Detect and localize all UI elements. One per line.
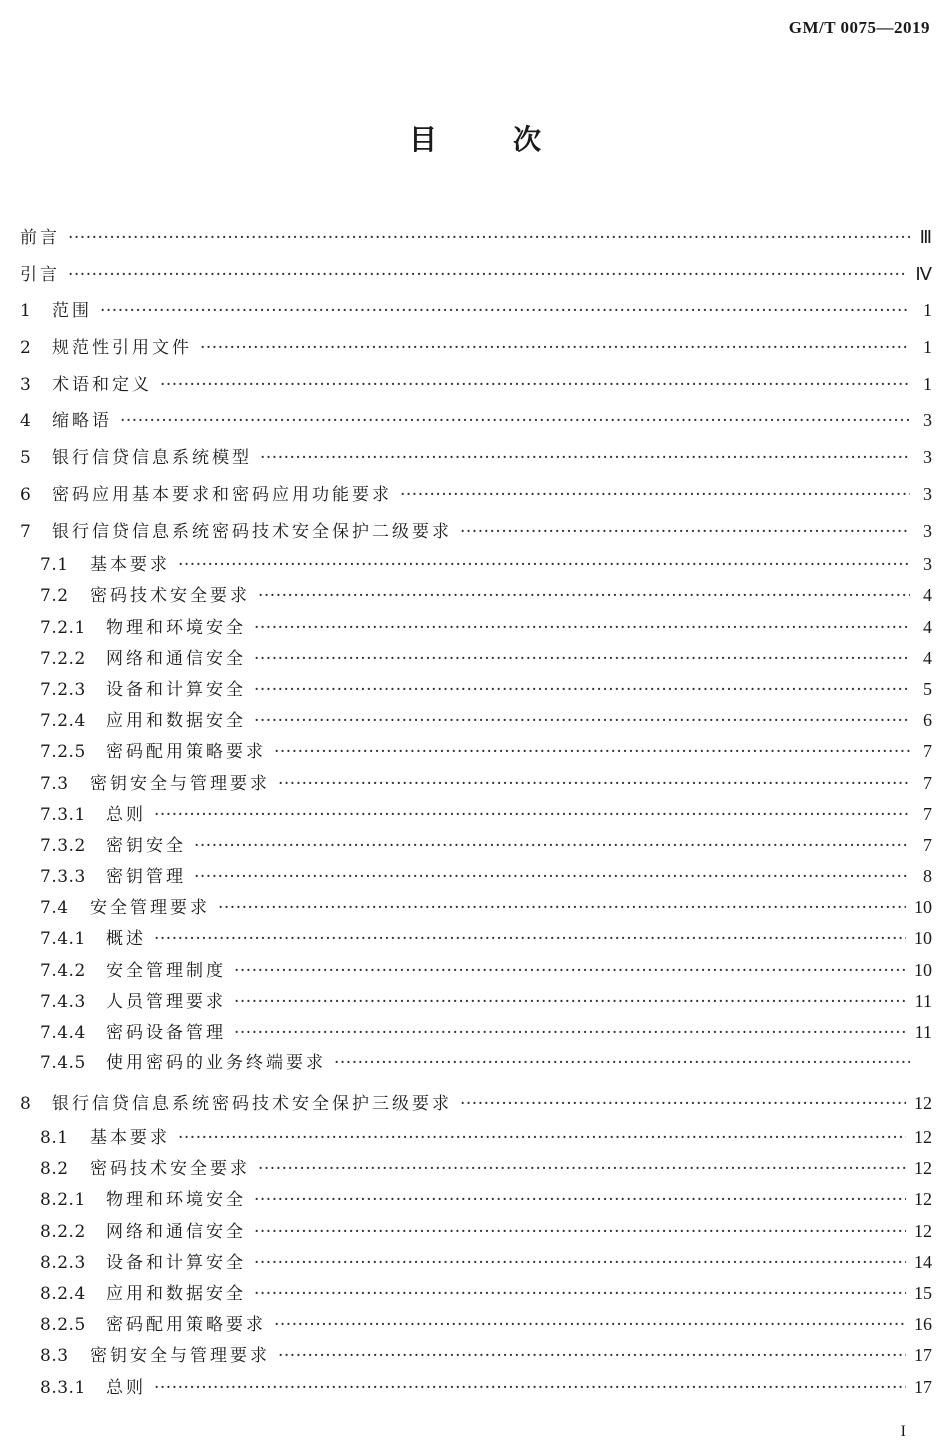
toc-entry-label: 总则 [106,804,146,825]
toc-entry-label: 网络和通信安全 [106,1221,246,1242]
toc-entry-number: 6 [20,484,32,505]
toc-entry-page: 1 [923,300,932,321]
toc-entry[interactable] [20,892,932,923]
toc-entry-page: 3 [923,554,932,575]
toc-entry-number: 8.2.4 [40,1284,86,1304]
toc-entry[interactable] [20,476,932,513]
toc-entry-page: 14 [914,1251,932,1272]
toc-entry-page: 10 [914,928,932,949]
toc-entry-page: 4 [923,616,932,637]
toc-entry-number: 8.2.2 [40,1221,86,1242]
toc-entry[interactable] [20,439,932,476]
toc-entry-label: 总则 [106,1377,146,1398]
toc-entry-label: 密码技术安全要求 [90,1159,250,1180]
toc-entry-page: 7 [923,741,932,762]
toc-entry-number: 7.4.4 [40,1023,86,1043]
toc-entry[interactable] [20,1184,932,1215]
toc-entry-label: 安全管理要求 [90,898,210,919]
toc-entry-number: 7.3 [40,773,69,794]
toc-entry[interactable] [20,986,932,1017]
toc-entry[interactable] [20,580,932,611]
toc-entry[interactable] [20,955,932,986]
toc-dot-leader [278,769,910,799]
toc-entry-number: 7.4 [40,898,69,919]
toc-dot-leader [234,956,906,986]
toc-entry[interactable] [20,513,932,550]
toc-entry-label: 网络和通信安全 [106,648,246,669]
toc-entry[interactable] [20,674,932,705]
toc-dot-leader [68,220,910,256]
toc-entry-page: 10 [914,959,932,980]
toc-dot-leader [254,644,910,674]
toc-dot-leader [254,613,910,643]
toc-dot-leader [254,1279,906,1309]
toc-entry-page: 4 [923,585,932,606]
toc-entry[interactable] [20,256,932,293]
toc-entry[interactable] [20,705,932,736]
toc-entry-page: 8 [923,866,932,887]
toc-entry[interactable] [20,1153,932,1184]
toc-dot-leader [154,924,906,954]
toc-entry[interactable] [20,329,932,366]
toc-entry-number: 7.2.1 [40,617,86,638]
toc-entry-label: 引言 [20,264,60,285]
toc-entry-page: 7 [923,772,932,793]
toc-entry-page: Ⅳ [915,263,932,284]
toc-entry[interactable] [20,292,932,329]
toc-entry[interactable] [20,1247,932,1278]
toc-entry[interactable] [20,736,932,767]
toc-entry-page: 12 [914,1093,932,1114]
toc-entry-number: 8.2.5 [40,1315,86,1336]
toc-entry-page: 1 [923,337,932,358]
toc-entry-number: 7.2.3 [40,679,86,700]
toc-entry-label: 应用和数据安全 [106,1284,246,1304]
toc-entry-page: 7 [923,834,932,855]
toc-entry-label: 设备和计算安全 [106,679,246,700]
toc-entry[interactable] [20,861,932,892]
toc-dot-leader [274,1310,906,1340]
toc-entry-page: 12 [914,1189,932,1210]
toc-entry-label: 安全管理制度 [106,960,226,981]
toc-entry-label: 范围 [52,301,92,322]
toc-entry-number: 8.3.1 [40,1377,86,1398]
toc-entry-page: 3 [923,483,932,504]
toc-entry-label: 密码配用策略要求 [106,1315,266,1336]
toc-dot-leader [120,403,910,439]
toc-entry-number: 1 [20,301,32,322]
toc-dot-leader [274,737,910,767]
toc-dot-leader [178,550,910,580]
toc-entry[interactable] [20,366,932,403]
toc-entry[interactable] [20,1017,932,1048]
toc-entry-number: 5 [20,448,32,469]
toc-entry-number: 7.3.3 [40,867,86,888]
toc-entry-page: 6 [923,710,932,731]
toc-entry-label: 应用和数据安全 [106,711,246,732]
toc-entry[interactable] [20,799,932,830]
page-title [0,118,950,158]
toc-entry-label: 密码配用策略要求 [106,742,266,763]
toc-entry-page: 4 [923,647,932,668]
toc-dot-leader [100,293,910,329]
toc-entry[interactable] [20,1085,932,1122]
toc-entry[interactable] [20,549,932,580]
toc-entry-number: 8.2.3 [40,1252,86,1273]
toc-entry-page: 12 [914,1127,932,1148]
title-char-2: 次 [513,123,542,156]
toc-entry-number: 8.3 [40,1346,69,1367]
toc-entry[interactable] [20,612,932,643]
toc-entry-number: 4 [20,411,32,432]
toc-dot-leader [194,831,910,861]
toc-entry-page: 17 [914,1376,932,1397]
toc-entry-number: 7.4.3 [40,991,86,1012]
toc-entry-label: 基本要求 [90,1128,170,1149]
toc-entry-label: 人员管理要求 [106,991,226,1012]
toc-entry-label: 基本要求 [90,555,170,576]
toc-entry[interactable] [20,830,932,861]
toc-dot-leader [234,1018,907,1048]
toc-entry-number: 7.2.2 [40,648,86,669]
toc-entry-label: 密钥管理 [106,867,186,888]
toc-dot-leader [234,987,907,1017]
toc-entry-number: 7 [20,521,32,542]
toc-dot-leader [194,862,910,892]
toc-entry-page: Ⅲ [919,227,932,247]
toc-dot-leader [254,675,910,705]
toc-entry-number: 8 [20,1094,32,1115]
toc-entry-label: 密码技术安全要求 [90,586,250,607]
toc-dot-leader [260,440,910,476]
toc-entry[interactable] [20,923,932,954]
toc-entry[interactable] [20,1309,932,1340]
toc-entry-label: 银行信贷信息系统密码技术安全保护二级要求 [52,521,452,542]
toc-dot-leader [254,1217,906,1247]
toc-entry-label: 密码应用基本要求和密码应用功能要求 [52,484,392,505]
toc-entry-number: 7.2.4 [40,711,86,732]
toc-dot-leader [200,330,910,366]
toc-entry-page: 15 [914,1283,932,1303]
toc-entry-label: 设备和计算安全 [106,1252,246,1273]
toc-entry-label: 密码设备管理 [106,1023,226,1043]
toc-entry-page: 11 [914,1022,932,1042]
toc-dot-leader [254,706,910,736]
toc-entry-number: 7.4.5 [40,1053,86,1074]
toc-entry[interactable] [20,768,932,799]
toc-dot-leader [278,1341,906,1371]
toc-entry-page: 16 [914,1314,932,1335]
toc-entry-number: 7.2.5 [40,742,86,763]
toc-entry[interactable] [20,1372,932,1403]
toc-entry-label: 银行信贷信息系统密码技术安全保护三级要求 [52,1094,452,1115]
toc-entry-number: 3 [20,374,32,395]
toc-entry-number: 7.3.1 [40,804,86,825]
toc-entry[interactable] [20,643,932,674]
toc-dot-leader [154,1373,906,1403]
toc-entry-label: 密钥安全与管理要求 [90,773,270,794]
toc-entry-number: 8.2 [40,1159,69,1180]
toc-entry-number: 8.2.1 [40,1190,86,1211]
toc-entry-number: 7.4.1 [40,929,86,950]
toc-entry-page: 10 [914,897,932,918]
toc-entry-label: 密钥安全与管理要求 [90,1346,270,1367]
toc-entry-page: 5 [923,678,932,699]
title-char-1: 目 [408,123,437,156]
toc-entry-page: 3 [923,520,932,541]
toc-dot-leader [68,257,907,293]
toc-dot-leader [178,1123,906,1153]
toc-entry[interactable] [20,402,932,439]
toc-entry-page: 11 [914,990,932,1011]
toc-entry[interactable] [20,1278,932,1309]
toc-entry-label: 规范性引用文件 [52,338,192,359]
toc-entry-label: 概述 [106,929,146,950]
toc-entry[interactable] [20,219,932,256]
toc-entry-page: 7 [923,803,932,824]
toc-entry-page: 12 [914,1220,932,1241]
toc-dot-leader [258,1154,906,1184]
standard-code: GM/T 0075—2019 [788,18,930,37]
toc-entry-page: 17 [914,1345,932,1366]
toc-entry-number: 2 [20,338,32,359]
toc-entry-page: 3 [923,447,932,468]
toc-dot-leader [460,514,910,550]
toc-entry-label: 密钥安全 [106,835,186,856]
toc-dot-leader [400,477,910,513]
toc-entry-label: 银行信贷信息系统模型 [52,448,252,469]
toc-entry-page: 3 [923,410,932,431]
toc-entry[interactable] [20,1216,932,1247]
toc-dot-leader [460,1086,906,1122]
toc-dot-leader [218,893,906,923]
toc-entry-number: 7.4.2 [40,960,86,981]
toc-entry-label: 物理和环境安全 [106,617,246,638]
toc-entry-number: 8.1 [40,1128,69,1149]
toc-entry-page: 12 [914,1158,932,1179]
toc-entry[interactable] [20,1122,932,1153]
toc-entry-label: 缩略语 [52,411,112,432]
toc-entry-label: 物理和环境安全 [106,1190,246,1211]
toc-dot-leader [160,367,910,403]
toc-entry[interactable] [20,1340,932,1371]
toc-dot-leader [258,581,910,611]
toc-entry-number: 7.3.2 [40,835,86,856]
page-folio: I [900,1423,906,1440]
toc-entry-label: 前言 [20,228,60,248]
toc-entry-label: 术语和定义 [52,374,152,395]
toc-entry[interactable] [20,1048,932,1079]
toc-dot-leader [254,1185,906,1215]
toc-entry-label: 使用密码的业务终端要求 [106,1053,326,1074]
toc-entry-number: 7.2 [40,586,69,607]
toc-entry-page: 1 [923,373,932,394]
toc-entry-number: 7.1 [40,555,69,576]
table-of-contents [20,219,932,1403]
toc-dot-leader [154,800,910,830]
toc-dot-leader [334,1048,910,1079]
toc-dot-leader [254,1248,906,1278]
